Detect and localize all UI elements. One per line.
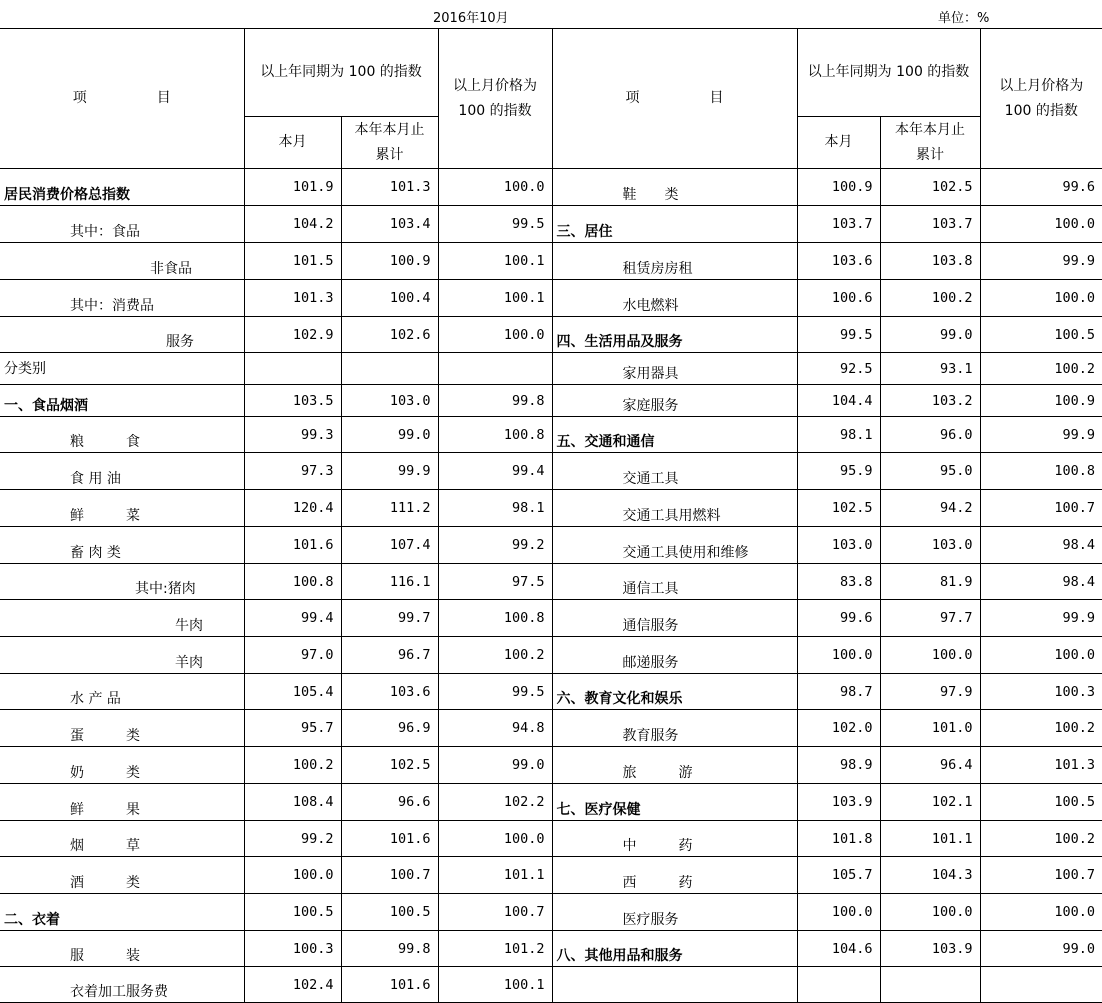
- table-row: [0, 564, 1102, 600]
- value-cumulative: [880, 967, 980, 1003]
- value-cumulative: 111.2: [341, 490, 438, 527]
- header-current-left: 本月: [244, 117, 341, 169]
- value-mom: 99.0: [438, 747, 552, 784]
- report-date: 2016年10月: [433, 11, 509, 26]
- value-current: 104.6: [797, 931, 880, 967]
- table-row: [0, 894, 1102, 931]
- value-current: 103.0: [797, 527, 880, 564]
- value-current: 101.3: [244, 280, 341, 317]
- value-cumulative: 93.1: [880, 353, 980, 385]
- table-row: [0, 206, 1102, 243]
- value-mom: [438, 353, 552, 385]
- value-mom: 100.7: [438, 894, 552, 931]
- value-current: [797, 967, 880, 1003]
- unit-label: 单位：%: [938, 11, 990, 26]
- row-label-right: 四、生活用品及服务: [552, 317, 797, 353]
- value-cumulative: 103.7: [880, 206, 980, 243]
- value-current: 108.4: [244, 784, 341, 821]
- value-cumulative: 101.0: [880, 710, 980, 747]
- value-cumulative: 101.6: [341, 967, 438, 1003]
- header-mom-right: 以上月价格为 100 的指数: [980, 29, 1102, 169]
- value-mom: 101.2: [438, 931, 552, 967]
- header-cumulative-left: 本年本月止累计: [341, 117, 438, 169]
- value-mom: 100.9: [980, 385, 1102, 417]
- table-row: [0, 967, 1102, 1003]
- table-row: [0, 490, 1102, 527]
- row-label-right: 医疗服务: [552, 894, 797, 931]
- row-label-right: 邮递服务: [552, 637, 797, 674]
- row-label-right: 交通工具使用和维修: [552, 527, 797, 564]
- row-label-right: 交通工具用燃料: [552, 490, 797, 527]
- row-label-right: 中 药: [552, 821, 797, 857]
- value-cumulative: 103.9: [880, 931, 980, 967]
- value-current: 100.6: [797, 280, 880, 317]
- value-current: 100.5: [244, 894, 341, 931]
- table-caption-line: [0, 0, 1102, 28]
- value-mom: 100.0: [438, 821, 552, 857]
- table-row: [0, 600, 1102, 637]
- value-mom: 100.7: [980, 490, 1102, 527]
- row-label-left: 其中:猪肉: [0, 564, 244, 600]
- value-current: 99.5: [797, 317, 880, 353]
- value-cumulative: 100.2: [880, 280, 980, 317]
- row-label-right: 家庭服务: [552, 385, 797, 417]
- table-row: [0, 931, 1102, 967]
- value-cumulative: 104.3: [880, 857, 980, 894]
- row-label-left: 羊肉: [0, 637, 244, 674]
- value-current: 99.3: [244, 417, 341, 453]
- table-row: [0, 637, 1102, 674]
- row-label-right: 西 药: [552, 857, 797, 894]
- row-label-left: 衣着加工服务费: [0, 967, 244, 1003]
- row-label-left: 一、食品烟酒: [0, 385, 244, 417]
- table-row: [0, 747, 1102, 784]
- row-label-left: 服务: [0, 317, 244, 353]
- table-row: [0, 417, 1102, 453]
- value-current: 120.4: [244, 490, 341, 527]
- value-current: 103.9: [797, 784, 880, 821]
- value-current: 100.3: [244, 931, 341, 967]
- table-row: [0, 385, 1102, 417]
- value-current: 100.0: [244, 857, 341, 894]
- table-row: [0, 353, 1102, 385]
- header-current-right: 本月: [797, 117, 880, 169]
- value-cumulative: 96.7: [341, 637, 438, 674]
- value-mom: 98.1: [438, 490, 552, 527]
- value-current: 100.2: [244, 747, 341, 784]
- row-label-right: 租赁房房租: [552, 243, 797, 280]
- value-mom: 100.2: [980, 353, 1102, 385]
- value-mom: 100.8: [438, 417, 552, 453]
- table-row: [0, 243, 1102, 280]
- value-current: 100.0: [797, 637, 880, 674]
- row-label-left: 非食品: [0, 243, 244, 280]
- row-label-right: 旅 游: [552, 747, 797, 784]
- value-current: 99.2: [244, 821, 341, 857]
- cpi-table: [0, 28, 1102, 1003]
- value-mom: 99.5: [438, 206, 552, 243]
- value-cumulative: 100.4: [341, 280, 438, 317]
- row-label-right: 七、医疗保健: [552, 784, 797, 821]
- row-label-left: 牛肉: [0, 600, 244, 637]
- value-cumulative: 100.9: [341, 243, 438, 280]
- value-cumulative: 101.1: [880, 821, 980, 857]
- value-current: 92.5: [797, 353, 880, 385]
- row-label-right: 通信工具: [552, 564, 797, 600]
- row-label-left: 水 产 品: [0, 674, 244, 710]
- value-current: 105.7: [797, 857, 880, 894]
- value-cumulative: 99.9: [341, 453, 438, 490]
- table-row: [0, 784, 1102, 821]
- table-row: [0, 453, 1102, 490]
- value-current: 98.1: [797, 417, 880, 453]
- value-cumulative: 103.4: [341, 206, 438, 243]
- value-current: 99.6: [797, 600, 880, 637]
- value-current: 102.0: [797, 710, 880, 747]
- value-cumulative: 103.8: [880, 243, 980, 280]
- row-label-right: 八、其他用品和服务: [552, 931, 797, 967]
- row-label-left: 其中：食品: [0, 206, 244, 243]
- value-mom: 94.8: [438, 710, 552, 747]
- value-mom: 100.0: [980, 206, 1102, 243]
- value-mom: 100.2: [438, 637, 552, 674]
- value-mom: 99.5: [438, 674, 552, 710]
- value-mom: 100.5: [980, 784, 1102, 821]
- value-cumulative: 116.1: [341, 564, 438, 600]
- value-current: 102.5: [797, 490, 880, 527]
- value-cumulative: 103.0: [880, 527, 980, 564]
- value-cumulative: 103.6: [341, 674, 438, 710]
- header-project-right: 项 目: [552, 29, 797, 169]
- value-cumulative: 100.7: [341, 857, 438, 894]
- value-mom: 100.0: [438, 317, 552, 353]
- row-label-left: 二、衣着: [0, 894, 244, 931]
- row-label-left: 粮 食: [0, 417, 244, 453]
- value-current: 100.9: [797, 169, 880, 206]
- row-label-left: 分类别: [0, 353, 244, 385]
- value-current: 104.2: [244, 206, 341, 243]
- value-current: 100.8: [244, 564, 341, 600]
- value-current: 101.5: [244, 243, 341, 280]
- value-mom: 100.7: [980, 857, 1102, 894]
- value-current: 103.5: [244, 385, 341, 417]
- value-cumulative: [341, 353, 438, 385]
- value-current: 83.8: [797, 564, 880, 600]
- value-cumulative: 100.0: [880, 894, 980, 931]
- value-mom: 101.1: [438, 857, 552, 894]
- table-row: [0, 527, 1102, 564]
- value-mom: 100.0: [980, 280, 1102, 317]
- table-row: [0, 169, 1102, 206]
- row-label-right: 五、交通和通信: [552, 417, 797, 453]
- value-cumulative: 100.0: [880, 637, 980, 674]
- value-current: 103.6: [797, 243, 880, 280]
- value-cumulative: 102.6: [341, 317, 438, 353]
- value-cumulative: 101.3: [341, 169, 438, 206]
- table-row: [0, 857, 1102, 894]
- table-body: [0, 29, 1102, 1003]
- value-cumulative: 99.0: [341, 417, 438, 453]
- value-current: 101.6: [244, 527, 341, 564]
- value-mom: 99.9: [980, 417, 1102, 453]
- value-mom: 99.9: [980, 600, 1102, 637]
- table-row: [0, 821, 1102, 857]
- value-mom: [980, 967, 1102, 1003]
- value-cumulative: 96.4: [880, 747, 980, 784]
- row-label-left: 奶 类: [0, 747, 244, 784]
- value-mom: 100.8: [438, 600, 552, 637]
- value-cumulative: 101.6: [341, 821, 438, 857]
- row-label-left: 烟 草: [0, 821, 244, 857]
- row-label-left: 食 用 油: [0, 453, 244, 490]
- value-current: 98.7: [797, 674, 880, 710]
- value-mom: 99.8: [438, 385, 552, 417]
- value-mom: 100.0: [438, 169, 552, 206]
- table-row: [0, 280, 1102, 317]
- value-mom: 98.4: [980, 527, 1102, 564]
- value-mom: 101.3: [980, 747, 1102, 784]
- row-label-right: 教育服务: [552, 710, 797, 747]
- value-current: [244, 353, 341, 385]
- value-mom: 100.2: [980, 710, 1102, 747]
- value-cumulative: 107.4: [341, 527, 438, 564]
- header-cumulative-right: 本年本月止累计: [880, 117, 980, 169]
- value-current: 105.4: [244, 674, 341, 710]
- value-cumulative: 95.0: [880, 453, 980, 490]
- row-label-right: 六、教育文化和娱乐: [552, 674, 797, 710]
- row-label-left: 服 装: [0, 931, 244, 967]
- row-label-right: [552, 967, 797, 1003]
- value-mom: 100.5: [980, 317, 1102, 353]
- value-current: 102.9: [244, 317, 341, 353]
- value-cumulative: 102.5: [880, 169, 980, 206]
- value-mom: 100.1: [438, 280, 552, 317]
- row-label-right: 交通工具: [552, 453, 797, 490]
- value-current: 97.0: [244, 637, 341, 674]
- row-label-left: 畜 肉 类: [0, 527, 244, 564]
- value-mom: 100.1: [438, 243, 552, 280]
- row-label-left: 酒 类: [0, 857, 244, 894]
- value-cumulative: 96.0: [880, 417, 980, 453]
- value-current: 101.8: [797, 821, 880, 857]
- value-current: 101.9: [244, 169, 341, 206]
- value-cumulative: 96.6: [341, 784, 438, 821]
- value-mom: 100.2: [980, 821, 1102, 857]
- value-mom: 97.5: [438, 564, 552, 600]
- value-current: 104.4: [797, 385, 880, 417]
- value-cumulative: 96.9: [341, 710, 438, 747]
- value-cumulative: 103.2: [880, 385, 980, 417]
- value-cumulative: 81.9: [880, 564, 980, 600]
- value-mom: 100.0: [980, 637, 1102, 674]
- value-current: 95.9: [797, 453, 880, 490]
- header-project-left: 项 目: [0, 29, 244, 169]
- row-label-right: 三、居住: [552, 206, 797, 243]
- value-mom: 100.8: [980, 453, 1102, 490]
- value-cumulative: 102.1: [880, 784, 980, 821]
- row-label-left: 鲜 菜: [0, 490, 244, 527]
- row-label-right: 通信服务: [552, 600, 797, 637]
- value-cumulative: 103.0: [341, 385, 438, 417]
- value-mom: 99.2: [438, 527, 552, 564]
- row-label-right: 水电燃料: [552, 280, 797, 317]
- value-mom: 99.4: [438, 453, 552, 490]
- header-yoy-left: 以上年同期为 100 的指数: [244, 29, 438, 117]
- value-cumulative: 99.0: [880, 317, 980, 353]
- row-label-left: 居民消费价格总指数: [0, 169, 244, 206]
- table-row: [0, 317, 1102, 353]
- value-current: 100.0: [797, 894, 880, 931]
- value-mom: 99.6: [980, 169, 1102, 206]
- header-row: [0, 29, 1102, 117]
- value-cumulative: 100.5: [341, 894, 438, 931]
- value-cumulative: 99.8: [341, 931, 438, 967]
- value-mom: 99.0: [980, 931, 1102, 967]
- value-mom: 99.9: [980, 243, 1102, 280]
- value-current: 95.7: [244, 710, 341, 747]
- value-mom: 98.4: [980, 564, 1102, 600]
- value-mom: 100.1: [438, 967, 552, 1003]
- table-row: [0, 674, 1102, 710]
- value-mom: 100.0: [980, 894, 1102, 931]
- value-cumulative: 94.2: [880, 490, 980, 527]
- row-label-left: 鲜 果: [0, 784, 244, 821]
- value-mom: 102.2: [438, 784, 552, 821]
- value-cumulative: 99.7: [341, 600, 438, 637]
- row-label-right: 家用器具: [552, 353, 797, 385]
- value-cumulative: 102.5: [341, 747, 438, 784]
- value-mom: 100.3: [980, 674, 1102, 710]
- row-label-left: 蛋 类: [0, 710, 244, 747]
- value-cumulative: 97.7: [880, 600, 980, 637]
- value-current: 99.4: [244, 600, 341, 637]
- table-row: [0, 710, 1102, 747]
- value-current: 97.3: [244, 453, 341, 490]
- row-label-left: 其中：消费品: [0, 280, 244, 317]
- value-current: 98.9: [797, 747, 880, 784]
- value-current: 103.7: [797, 206, 880, 243]
- header-yoy-right: 以上年同期为 100 的指数: [797, 29, 980, 117]
- row-label-right: 鞋 类: [552, 169, 797, 206]
- header-mom-left: 以上月价格为 100 的指数: [438, 29, 552, 169]
- value-current: 102.4: [244, 967, 341, 1003]
- value-cumulative: 97.9: [880, 674, 980, 710]
